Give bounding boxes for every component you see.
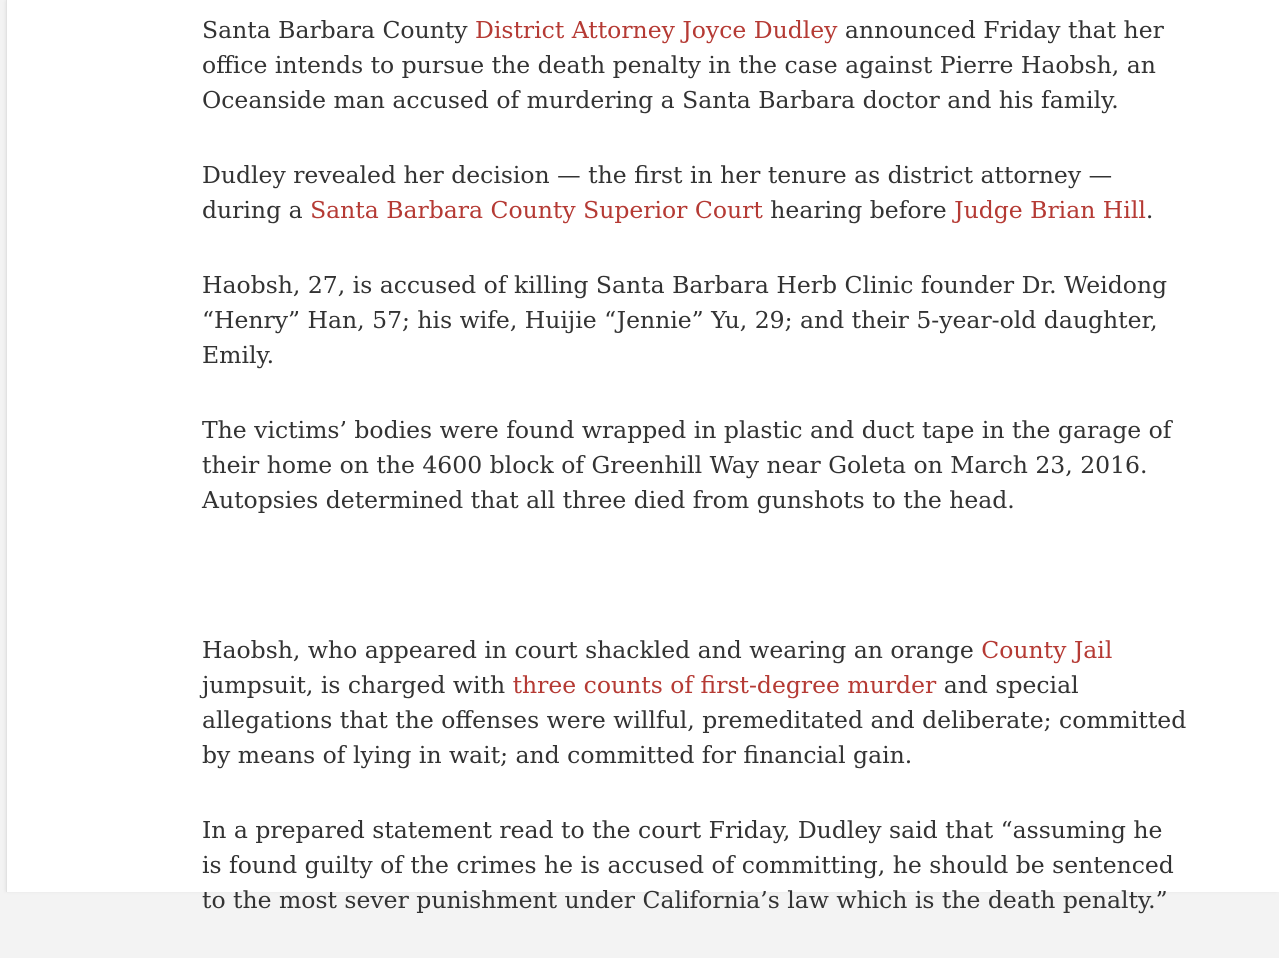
paragraph-6-text-1: In a prepared statement read to the court Friday, Dudley said that “assuming he is found guilty of the crimes he is accused of committing, he should be sentenced to the most sever punishment under California’s law which is the death penalty.” <box>202 816 1174 914</box>
paragraph-5-text-1: Haobsh, who appeared in court shackled and wearing an orange <box>202 636 982 664</box>
paragraph-4-text-1: The victims’ bodies were found wrapped in plastic and duct tape in the garage of their home on the 4600 block of Greenhill Way near Goleta on March 23, 2016. Autopsies determined that all three died from gunshots to the head. <box>202 416 1172 514</box>
paragraph-1-text-1: Santa Barbara County <box>202 16 476 44</box>
link-county-jail[interactable]: County Jail <box>981 636 1113 664</box>
link-first-degree-murder[interactable]: three counts of first-degree murder <box>512 671 937 699</box>
paragraph-2-text-2: hearing before <box>762 196 955 224</box>
paragraph-4 <box>202 413 1187 518</box>
link-judge-brian-hill[interactable]: Judge Brian Hill <box>954 196 1146 224</box>
paragraph-5-text-2: jumpsuit, is charged with <box>202 671 513 699</box>
paragraph-2 <box>202 158 1187 228</box>
paragraph-3 <box>202 268 1187 373</box>
page <box>6 0 1279 914</box>
article-body <box>202 13 1187 958</box>
paragraph-2-text-1: Dudley revealed her decision — the first in her tenure as district attorney — during a <box>202 161 1113 224</box>
paragraph-1 <box>202 13 1187 118</box>
paragraph-5-text-3: and special allegations that the offenses were willful, premeditated and deliberate; committed by means of lying in wait; and committed for financial gain. <box>202 671 1187 769</box>
paragraph-1-text-2: announced Friday that her office intends to pursue the death penalty in the case against Pierre Haobsh, an Oceanside man accused of murdering a Santa Barbara doctor and his family. <box>202 16 1164 114</box>
paragraph-2-text-3: . <box>1145 196 1154 224</box>
paragraph-6 <box>202 813 1187 918</box>
paragraph-3-text-1: Haobsh, 27, is accused of killing Santa Barbara Herb Clinic founder Dr. Weidong “Henry” Han, 57; his wife, Huijie “Jennie” Yu, 29; and their 5-year-old daughter, Emily. <box>202 271 1168 369</box>
link-district-attorney-joyce-dudley[interactable]: District Attorney Joyce Dudley <box>475 16 838 44</box>
link-superior-court[interactable]: Santa Barbara County Superior Court <box>310 196 763 224</box>
paragraph-5 <box>202 633 1187 773</box>
